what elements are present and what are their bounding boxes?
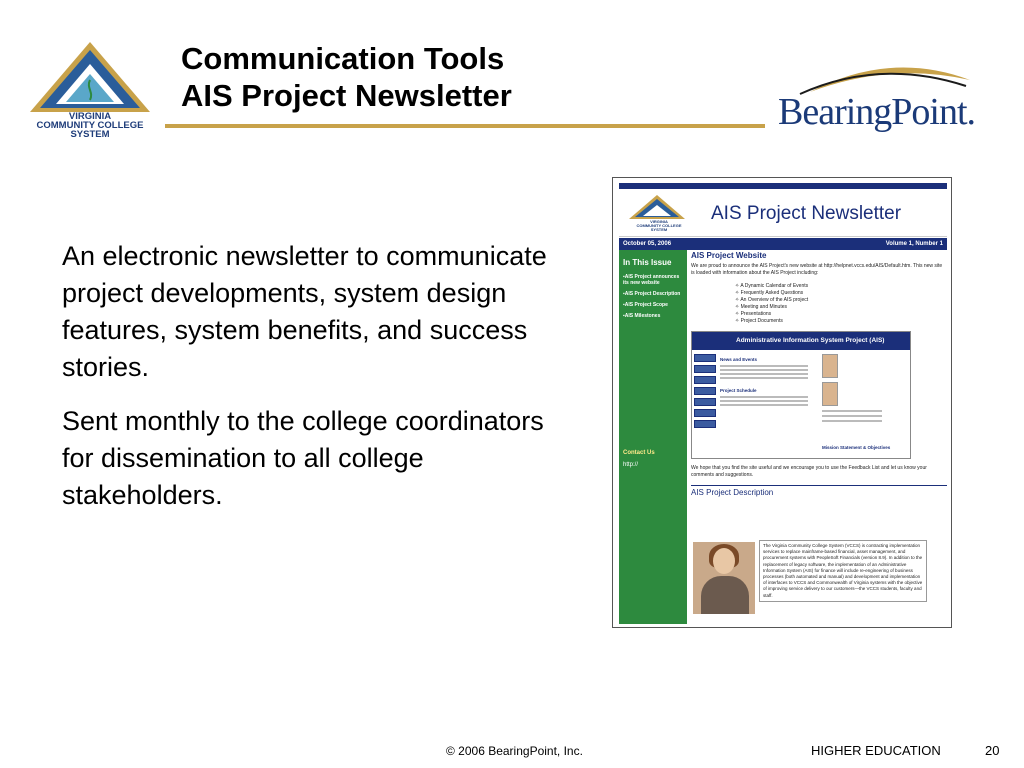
newsletter-bullet: ✧ A Dynamic Calendar of Events	[735, 283, 947, 290]
body-paragraph-1: An electronic newsletter to communicate project developments, system design features, system benefits, and success stories.	[62, 241, 547, 382]
newsletter-bullet: ✧ Meeting and Minutes	[735, 304, 947, 311]
footer-copyright: © 2006 BearingPoint, Inc.	[446, 744, 583, 758]
newsletter-bullet: ✧ Presentations	[735, 311, 947, 318]
newsletter-feedback-text: We hope that you find the site useful and we encourage you to use the Feedback List and let us know your comments and suggestions.	[691, 465, 927, 478]
embedded-photo	[822, 382, 838, 406]
embedded-text-line	[822, 420, 882, 422]
newsletter-title: AIS Project Newsletter	[711, 203, 902, 224]
newsletter-bullet: ✧ An Overview of the AIS project	[735, 297, 947, 304]
newsletter-vccs-logo-text	[631, 220, 687, 232]
newsletter-website-text: We are proud to announce the AIS Project's new website at http://helpnet.vccs.edu/AIS/Default.htm. This new site is loaded with information about the AIS Project including:	[691, 263, 943, 276]
body-paragraph-2: Sent monthly to the college coordinators for dissemination to all college stakeholders.	[62, 406, 544, 510]
embedded-website-nav	[694, 354, 716, 431]
newsletter-contact-title: Contact Us	[623, 450, 655, 456]
newsletter-date: October 05, 2006	[623, 241, 672, 247]
newsletter-description-text: The Virginia Community College System (VCCS) is contracting implementation services to replace mainframe-based financial, asset management, and procurement systems with PeopleSoft Financials (version 8.9). In addition to the replacement of legacy software, the implementation of an Administrative Information System (AIS) for finance will include re-engineering of business processes (both automated and manual) and development and implementation of interfaces to VCCS and Commonwealth of Virginia systems with the objective of improving service delivery to our customers—the VCCS students, faculty and staff.	[759, 540, 927, 602]
embedded-photo	[822, 354, 838, 378]
newsletter-sidebar-item[interactable]: ▪ AIS Milestones	[623, 313, 685, 319]
newsletter-volume: Volume 1, Number 1	[885, 241, 943, 247]
newsletter-dateline	[619, 238, 947, 250]
photo-person-face	[713, 548, 735, 574]
slide-title-line2: AIS Project Newsletter	[181, 78, 512, 113]
embedded-text-line	[720, 369, 808, 371]
embedded-nav-button	[694, 420, 716, 428]
newsletter-screenshot	[612, 177, 952, 628]
embedded-text-line	[720, 396, 808, 398]
slide-title-line1: Communication Tools	[181, 41, 505, 76]
embedded-nav-button	[694, 376, 716, 384]
newsletter-website-heading: AIS Project Website	[691, 251, 767, 260]
newsletter-vccs-logo-line2: COMMUNITY COLLEGE	[636, 223, 682, 228]
embedded-nav-button	[694, 365, 716, 373]
newsletter-bullet: ✧ Project Documents	[735, 318, 947, 325]
vccs-triangle-icon	[28, 40, 152, 114]
newsletter-main	[691, 250, 947, 624]
embedded-text-line	[822, 415, 882, 417]
embedded-website-screenshot	[691, 331, 911, 459]
embedded-website-right-column	[822, 354, 908, 425]
photo-person-body	[701, 576, 749, 614]
vccs-logo-line2: COMMUNITY COLLEGE	[36, 120, 144, 131]
embedded-nav-button	[694, 354, 716, 362]
embedded-website-content	[720, 354, 818, 408]
newsletter-sidebar-item[interactable]: ▪ AIS Project Description	[623, 291, 685, 297]
newsletter-website-bullets	[735, 283, 947, 325]
footer-section-label: HIGHER EDUCATION	[811, 743, 941, 758]
embedded-nav-button	[694, 387, 716, 395]
newsletter-bullet: ✧ Frequently Asked Questions	[735, 290, 947, 297]
vccs-logo-line1: VIRGINIA	[68, 111, 112, 122]
newsletter-sidebar-item[interactable]: ▪ AIS Project announces its new website	[623, 274, 685, 286]
bearingpoint-logo-text: BearingPoint.	[778, 91, 976, 133]
title-divider	[165, 124, 765, 128]
newsletter-contact-link[interactable]: http://	[623, 462, 639, 468]
newsletter-vccs-logo	[627, 194, 687, 234]
newsletter-sidebar-list	[623, 274, 685, 324]
embedded-schedule-heading: Project Schedule	[720, 388, 757, 393]
newsletter-vccs-triangle-icon	[627, 194, 687, 220]
bearingpoint-logo	[770, 56, 980, 136]
slide-title	[181, 40, 512, 114]
embedded-news-heading: News and Events	[720, 357, 758, 362]
embedded-nav-button	[694, 398, 716, 406]
newsletter-vccs-logo-line1: VIRGINIA	[650, 219, 668, 224]
newsletter-description-heading: AIS Project Description	[691, 485, 947, 498]
embedded-mission-link: Mission Statement & Objectives	[822, 445, 891, 450]
footer-page-number: 20	[985, 743, 1000, 758]
newsletter-description-photo	[693, 542, 755, 614]
embedded-website-title: Administrative Information System Project (AIS)	[736, 337, 885, 344]
vccs-logo-text	[22, 112, 158, 139]
newsletter-header	[619, 189, 947, 237]
embedded-text-line	[720, 365, 808, 367]
embedded-text-line	[720, 377, 808, 379]
embedded-text-line	[822, 410, 882, 412]
embedded-website-header	[692, 332, 910, 350]
embedded-text-line	[720, 373, 808, 375]
vccs-logo-line3: SYSTEM	[70, 129, 110, 140]
newsletter-vccs-logo-line3: SYSTEM	[650, 227, 668, 232]
embedded-text-line	[720, 404, 808, 406]
newsletter-sidebar-title: In This Issue	[623, 258, 672, 267]
embedded-nav-button	[694, 409, 716, 417]
slide-body	[62, 238, 582, 514]
newsletter-sidebar	[619, 250, 687, 624]
newsletter-sidebar-item[interactable]: ▪ AIS Project Scope	[623, 302, 685, 308]
vccs-logo	[22, 40, 158, 150]
embedded-text-line	[720, 400, 808, 402]
